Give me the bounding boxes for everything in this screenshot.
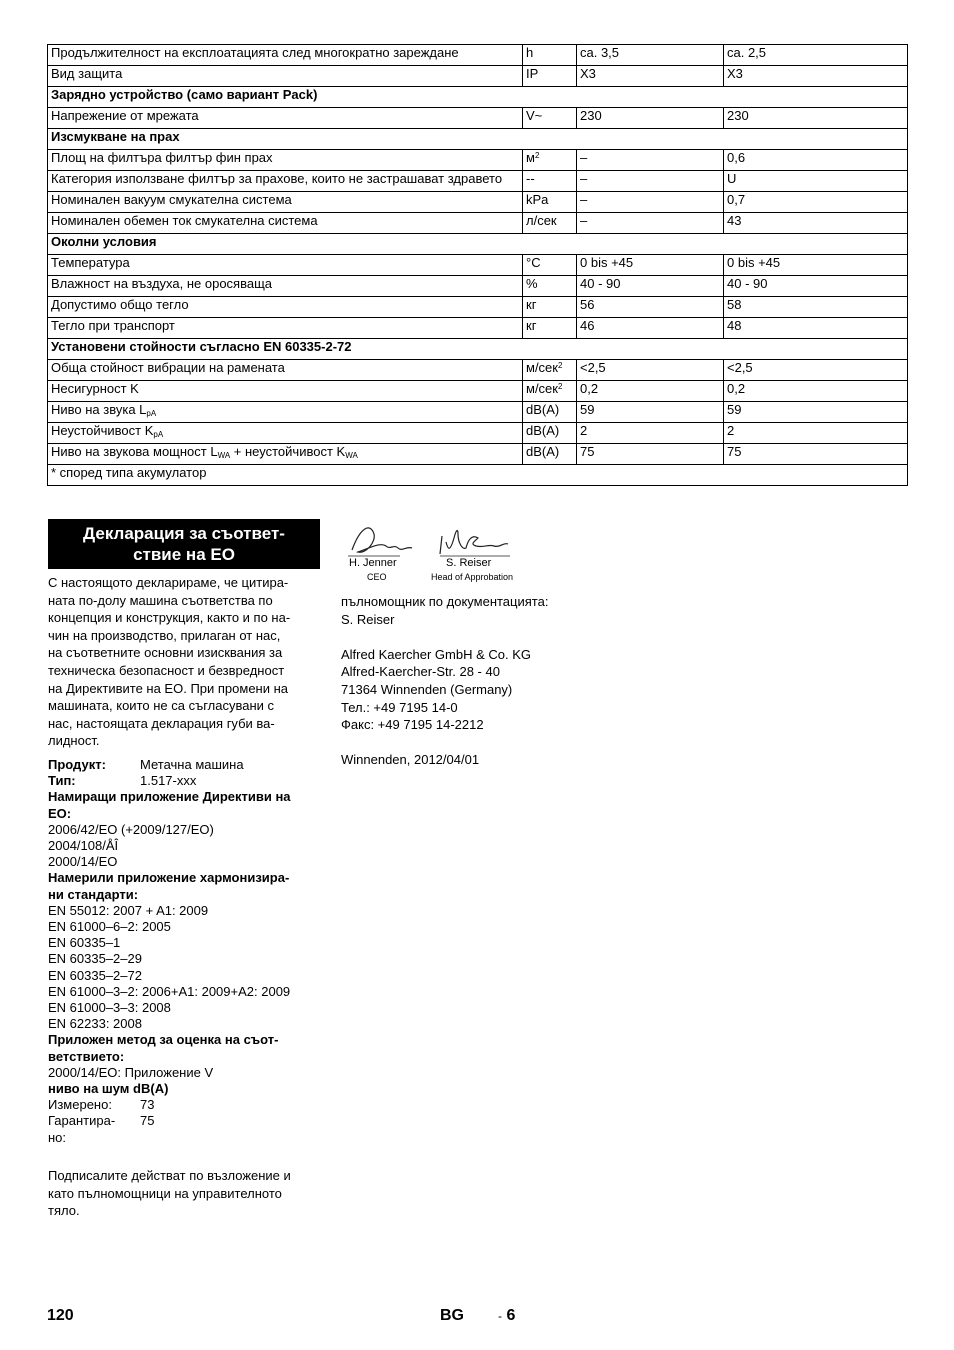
- row-unit: [523, 150, 577, 171]
- standard-item: EN 60335–2–29: [48, 951, 142, 967]
- signer1-role: CEO: [367, 572, 387, 582]
- standard-item: EN 61000–3–3: 2008: [48, 1000, 171, 1016]
- row-value-variant-1: 40 - 90: [577, 276, 724, 297]
- table-row: [48, 297, 908, 318]
- standards-label-line: Намерили приложение хармонизира-: [48, 870, 290, 886]
- standard-item: EN 62233: 2008: [48, 1016, 142, 1032]
- row-unit: [523, 108, 577, 129]
- row-label: [48, 423, 523, 444]
- table-row: [48, 276, 908, 297]
- standards-label-line: ни стандарти:: [48, 886, 139, 902]
- row-unit: [523, 423, 577, 444]
- table-row: [48, 255, 908, 276]
- product-value: Метачна машина: [140, 757, 244, 772]
- row-label-subscript: pA: [153, 430, 164, 439]
- row-label-text: Допустимо общо тегло: [51, 297, 189, 312]
- directives-list: [48, 822, 320, 871]
- noise-label: ниво на шум dB(A): [48, 1081, 169, 1097]
- row-label: [48, 213, 523, 234]
- row-label: [48, 402, 523, 423]
- row-label: [48, 108, 523, 129]
- row-value-variant-1: 2: [577, 423, 724, 444]
- row-unit-superscript: 2: [557, 382, 563, 391]
- row-value-variant-1: 46: [577, 318, 724, 339]
- directive-item: 2004/108/ÅÎ: [48, 838, 119, 854]
- row-unit-text: кг: [526, 318, 537, 333]
- row-unit: [523, 381, 577, 402]
- standard-item: EN 55012: 2007 + A1: 2009: [48, 902, 209, 918]
- table-row: [48, 192, 908, 213]
- signers-note: [48, 1167, 320, 1220]
- row-label-text: Номинален обемен ток смукателна система: [51, 213, 318, 228]
- table-row: [48, 444, 908, 465]
- directives-label: [48, 789, 320, 821]
- row-value-variant-2: 59: [724, 402, 908, 423]
- row-unit-text: dB(A): [526, 402, 560, 417]
- row-value-variant-2: 0,2: [724, 381, 908, 402]
- row-unit: [523, 192, 577, 213]
- row-unit-text: IP: [526, 66, 539, 81]
- product-label: Продукт:: [48, 757, 106, 772]
- product-row: [48, 757, 320, 773]
- declaration-details: [48, 757, 320, 1146]
- standard-item: EN 61000–6–2: 2005: [48, 919, 171, 935]
- row-value-variant-2: 75: [724, 444, 908, 465]
- table-row: [48, 108, 908, 129]
- intro-line: концепция и конструкция, както и по на-: [48, 610, 291, 626]
- table-footnote: * според типа акумулатор: [48, 465, 908, 486]
- row-value-variant-1: 0,2: [577, 381, 724, 402]
- row-label: [48, 297, 523, 318]
- row-label-text: Площ на филтъра филтър фин прах: [51, 150, 273, 165]
- row-unit-text: %: [526, 276, 538, 291]
- section-heading: Установени стойности съгласно EN 60335-2-72: [48, 339, 908, 360]
- directive-item: 2006/42/EO (+2009/127/EO): [48, 821, 214, 837]
- section-heading: Зарядно устройство (само вариант Pack): [48, 87, 908, 108]
- measured-value: 73: [140, 1097, 155, 1113]
- row-unit: [523, 360, 577, 381]
- row-value-variant-2: 230: [724, 108, 908, 129]
- directive-item: 2000/14/EO: [48, 854, 118, 870]
- intro-line: на Директивите на ЕО. При промени на: [48, 680, 289, 696]
- standard-item: EN 61000–3–2: 2006+A1: 2009+A2: 2009: [48, 983, 291, 999]
- row-label-subscript: pA: [146, 409, 157, 418]
- row-unit-text: --: [526, 171, 535, 186]
- row-value-variant-1: –: [577, 192, 724, 213]
- table-row: [48, 381, 908, 402]
- intro-line: техническа безопасност и безвредност: [48, 662, 285, 678]
- row-value-variant-2: ca. 2,5: [724, 45, 908, 66]
- standards-label: [48, 870, 320, 902]
- row-label: [48, 255, 523, 276]
- declaration-title-line2: ствие на ЕО: [133, 545, 235, 564]
- specifications-table: [47, 44, 908, 486]
- row-unit-text: кг: [526, 297, 537, 312]
- row-unit-superscript: 2: [534, 151, 540, 160]
- intro-line: ната по-долу машина съответства по: [48, 592, 273, 608]
- row-label-text: Температура: [51, 255, 130, 270]
- row-label: [48, 150, 523, 171]
- sheet-number: [498, 1307, 515, 1325]
- row-value-variant-1: 230: [577, 108, 724, 129]
- table-section-row: [48, 234, 908, 255]
- row-unit: [523, 66, 577, 87]
- row-unit-text: °C: [526, 255, 541, 270]
- row-value-variant-2: X3: [724, 66, 908, 87]
- table-section-row: [48, 129, 908, 150]
- row-label: [48, 45, 523, 66]
- row-value-variant-1: 75: [577, 444, 724, 465]
- row-value-variant-2: 2: [724, 423, 908, 444]
- method-label-line: Приложен метод за оценка на съот-: [48, 1032, 279, 1048]
- page-number: 120: [47, 1307, 74, 1324]
- standard-item: EN 60335–2–72: [48, 967, 142, 983]
- row-unit-text: kPa: [526, 192, 549, 207]
- row-unit: [523, 213, 577, 234]
- row-unit-text: V~: [526, 108, 543, 123]
- type-value: 1.517-xxx: [140, 773, 197, 789]
- row-label: [48, 318, 523, 339]
- table-row: [48, 150, 908, 171]
- row-label: [48, 444, 523, 465]
- method-label: [48, 1032, 320, 1064]
- row-label-text: Категория използване филтър за прахове, които не застрашават здравето: [51, 171, 503, 186]
- table-section-row: [48, 339, 908, 360]
- row-value-variant-2: 0,7: [724, 192, 908, 213]
- row-label-text: Продължителност на експлоатацията след многократно зареждане: [51, 45, 459, 60]
- row-value-variant-1: –: [577, 213, 724, 234]
- table-row: [48, 45, 908, 66]
- guaranteed-label: [48, 1113, 140, 1145]
- row-label: [48, 381, 523, 402]
- declaration-intro: [48, 574, 320, 750]
- row-label-subscript: WA: [345, 451, 358, 460]
- row-value-variant-2: 0,6: [724, 150, 908, 171]
- table-row: [48, 402, 908, 423]
- intro-line: лидност.: [48, 733, 100, 749]
- row-unit-text: л/сек: [526, 213, 557, 228]
- section-heading: Изсмукване на прах: [48, 129, 908, 150]
- row-unit: [523, 45, 577, 66]
- declaration-title: [48, 519, 320, 569]
- contact-line: [341, 734, 601, 752]
- language-code: BG: [440, 1307, 464, 1324]
- row-label: [48, 66, 523, 87]
- type-row: [48, 773, 320, 789]
- row-unit-text: dB(A): [526, 444, 560, 459]
- measured-row: [48, 1097, 320, 1113]
- row-label: [48, 360, 523, 381]
- row-label-text: Неустойчивост K: [51, 423, 154, 438]
- row-unit: [523, 171, 577, 192]
- signer1-name: H. Jenner: [349, 557, 397, 569]
- guaranteed-label-line: но:: [48, 1129, 67, 1145]
- intro-line: чин на производство, прилаган от нас,: [48, 627, 281, 643]
- declaration-title-line1: Декларация за съответ-: [83, 524, 285, 543]
- contact-line: Факс: +49 7195 14-2212: [341, 717, 484, 733]
- row-unit: [523, 297, 577, 318]
- table-row: [48, 66, 908, 87]
- contact-line: Тел.: +49 7195 14-0: [341, 699, 458, 715]
- row-unit-text: dB(A): [526, 423, 560, 438]
- signers-note-line: Подписалите действат по възложение и: [48, 1168, 291, 1183]
- row-value-variant-1: 59: [577, 402, 724, 423]
- method-value: 2000/14/EO: Приложение V: [48, 1064, 214, 1080]
- row-unit: [523, 276, 577, 297]
- type-label: Тип:: [48, 773, 76, 789]
- contact-line: [341, 628, 601, 646]
- table-row: [48, 465, 908, 486]
- table-row: [48, 423, 908, 444]
- table-section-row: [48, 87, 908, 108]
- intro-line: нас, настоящата декларация губи ва-: [48, 715, 275, 731]
- table-row: [48, 360, 908, 381]
- row-label-text: Влажност на въздуха, не оросяваща: [51, 276, 273, 291]
- sheet-dash: -: [498, 1309, 502, 1323]
- row-unit: [523, 402, 577, 423]
- row-label: [48, 171, 523, 192]
- contact-line: пълномощник по документацията:: [341, 594, 549, 609]
- directives-label-line: Намиращи приложение Директиви на: [48, 789, 291, 805]
- sheet-value: 6: [506, 1307, 516, 1324]
- row-label-text: Вид защита: [51, 66, 123, 81]
- standards-list: [48, 903, 320, 1033]
- contact-line: Alfred Kaercher GmbH & Co. KG: [341, 646, 532, 662]
- intro-line: С настоящото декларираме, че цитира-: [48, 575, 289, 590]
- row-unit-text: м/сек: [526, 360, 558, 375]
- guaranteed-label-line: Гарантира-: [48, 1113, 116, 1129]
- row-label-text: Номинален вакуум смукателна система: [51, 192, 292, 207]
- row-unit-text: м/сек: [526, 381, 558, 396]
- standard-item: EN 60335–1: [48, 935, 121, 951]
- signers-note-line: като пълномощници на управителното: [48, 1185, 282, 1201]
- table-row: [48, 171, 908, 192]
- guaranteed-value: 75: [140, 1113, 155, 1129]
- row-value-variant-1: 0 bis +45: [577, 255, 724, 276]
- row-value-variant-2: 58: [724, 297, 908, 318]
- contact-block: [341, 593, 601, 769]
- row-unit: [523, 444, 577, 465]
- method-label-line: ветствието:: [48, 1048, 125, 1064]
- row-unit: [523, 255, 577, 276]
- handwritten-signatures: [340, 520, 540, 560]
- row-label-subscript: WA: [217, 451, 231, 460]
- measured-label: Измерено:: [48, 1097, 112, 1113]
- signatures: [340, 520, 540, 582]
- row-label-text: Ниво на звука L: [51, 402, 147, 417]
- row-label-text: Обща стойност вибрации на рамената: [51, 360, 285, 375]
- intro-line: на съответните основни изисквания за: [48, 645, 283, 661]
- row-value-variant-1: –: [577, 150, 724, 171]
- row-value-variant-2: 43: [724, 213, 908, 234]
- row-value-variant-1: –: [577, 171, 724, 192]
- row-label: [48, 192, 523, 213]
- row-label-text: Напрежение от мрежата: [51, 108, 199, 123]
- table-row: [48, 318, 908, 339]
- row-unit-text: h: [526, 45, 534, 60]
- row-value-variant-1: <2,5: [577, 360, 724, 381]
- row-unit: [523, 318, 577, 339]
- row-label: [48, 276, 523, 297]
- signers-note-line: тяло.: [48, 1203, 80, 1219]
- row-unit-text: м: [526, 150, 535, 165]
- section-heading: Околни условия: [48, 234, 908, 255]
- guaranteed-row: [48, 1113, 320, 1145]
- row-value-variant-1: ca. 3,5: [577, 45, 724, 66]
- contact-line: 71364 Winnenden (Germany): [341, 681, 513, 697]
- contact-line: Alfred-Kaercher-Str. 28 - 40: [341, 664, 500, 680]
- row-value-variant-1: X3: [577, 66, 724, 87]
- row-value-variant-2: U: [724, 171, 908, 192]
- table-row: [48, 213, 908, 234]
- contact-line: Winnenden, 2012/04/01: [341, 752, 480, 768]
- row-value-variant-2: 48: [724, 318, 908, 339]
- row-label-text: Несигурност K: [51, 381, 139, 396]
- contact-line: S. Reiser: [341, 611, 395, 627]
- row-label-text: + неустойчивост K: [230, 444, 346, 459]
- row-unit-superscript: 2: [557, 361, 563, 370]
- intro-line: машината, които не са съгласувани с: [48, 698, 275, 714]
- row-value-variant-1: 56: [577, 297, 724, 318]
- signer2-role: Head of Approbation: [431, 572, 514, 582]
- signer2-name: S. Reiser: [446, 557, 492, 569]
- row-label-text: Тегло при транспорт: [51, 318, 175, 333]
- row-label-text: Ниво на звукова мощност L: [51, 444, 218, 459]
- directives-label-line: ЕО:: [48, 805, 72, 821]
- row-value-variant-2: 0 bis +45: [724, 255, 908, 276]
- row-value-variant-2: <2,5: [724, 360, 908, 381]
- row-value-variant-2: 40 - 90: [724, 276, 908, 297]
